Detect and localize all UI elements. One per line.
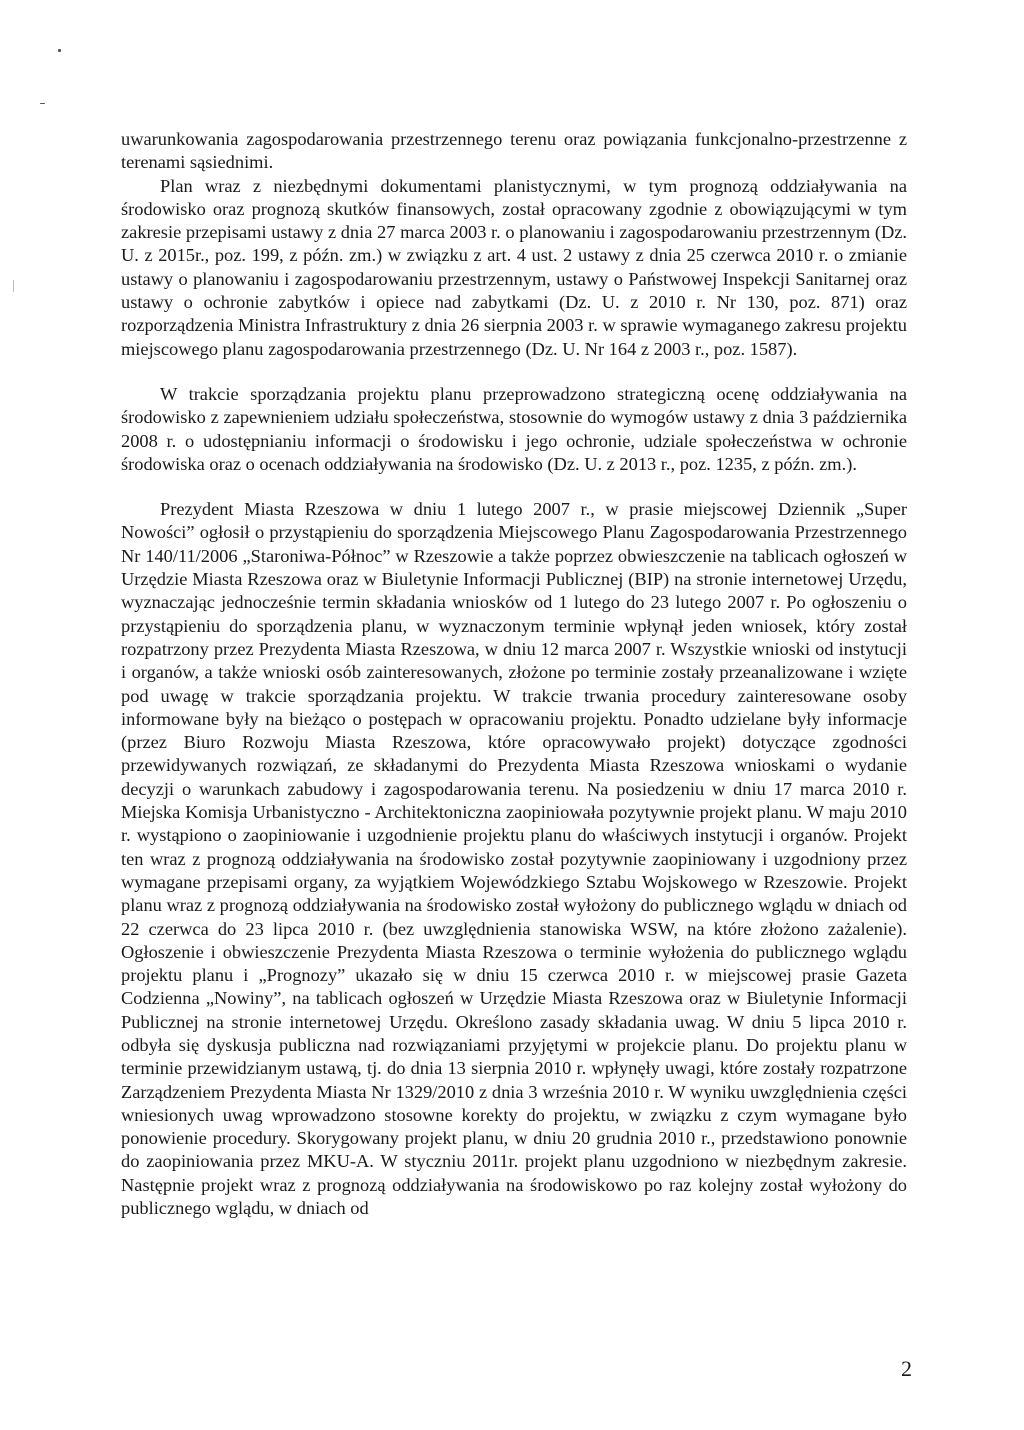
- paragraph-procedure-history: Prezydent Miasta Rzeszowa w dniu 1 lutego 2007 r., w prasie miejscowej Dziennik „Super Nowości” ogłosił o przystąpieniu do sporządzenia Miejscowego Planu Zagospodarowania Przestrzennego Nr 140/11/2006 „Staroniwa-Północ” w Rzeszowie a także poprzez obwieszczenie na tablicach ogłoszeń w Urzędzie Miasta Rzeszowa oraz w Biuletynie Informacji Publicznej (BIP) na stronie internetowej Urzędu, wyznaczając jednocześnie termin składania wniosków od 1 lutego do 23 lutego 2007 r. Po ogłoszeniu o przystąpieniu do sporządzenia planu, w wyznaczonym terminie wpłynął jeden wniosek, który został rozpatrzony przez Prezydenta Miasta Rzeszowa, w dniu 12 marca 2007 r. Wszystkie wnioski od instytucji i organów, a także wnioski osób zainteresowanych, złożone po terminie zostały przeanalizowane i wzięte pod uwagę w trakcie sporządzania projektu. W trakcie trwania procedury zainteresowane osoby informowane były na bieżąco o postępach w opracowaniu projektu. Ponadto udzielane były informacje (przez Biuro Rozwoju Miasta Rzeszowa, które opracowywało projekt) dotyczące zgodności przewidywanych rozwiązań, ze składanymi do Prezydenta Miasta Rzeszowa wnioskami o wydanie decyzji o warunkach zabudowy i zagospodarowania terenu. Na posiedzeniu w dniu 17 marca 2010 r. Miejska Komisja Urbanistyczno - Architektoniczna zaopiniowała pozytywnie projekt planu. W maju 2010 r. wystąpiono o zaopiniowanie i uzgodnienie projektu planu do właściwych instytucji i organów. Projekt ten wraz z prognozą oddziaływania na środowisko został pozytywnie zaopiniowany i uzgodniony przez wymagane przepisami organy, za wyjątkiem Wojewódzkiego Sztabu Wojskowego w Rzeszowie. Projekt planu wraz z prognozą oddziaływania na środowisko został wyłożony do publicznego wglądu w dniach od 22 czerwca do 23 lipca 2010 r. (bez uwzględnienia stanowiska WSW, na które złożono zażalenie). Ogłoszenie i obwieszczenie Prezydenta Miasta Rzeszowa o terminie wyłożenia do publicznego wglądu projektu planu i „Prognozy” ukazało się w dniu 15 czerwca 2010 r. w miejscowej prasie Gazeta Codzienna „Nowiny”, na tablicach ogłoszeń w Urzędzie Miasta Rzeszowa oraz w Biuletynie Informacji Publicznej na stronie internetowej Urzędu. Określono zasady składania uwag. W dniu 5 lipca 2010 r. odbyła się dyskusja publiczna nad rozwiązaniami przyjętymi w projekcie planu. Do projektu planu w terminie przewidzianym ustawą, tj. do dnia 13 sierpnia 2010 r. wpłynęły uwagi, które zostały rozpatrzone Zarządzeniem Prezydenta Miasta Nr 1329/2010 z dnia 3 września 2010 r. W wyniku uwzględnienia części wniesionych uwag wprowadzono stosowne korekty do projektu, w związku z czym wymagane było ponowienie procedury. Skorygowany projekt planu, w dniu 20 grudnia 2010 r., przedstawiono ponownie do zaopiniowania przez MKU-A. W styczniu 2011r. projekt planu uzgodniono w niezbędnym zakresie. Następnie projekt wraz z prognozą oddziaływania na środowiskowo po raz kolejny został wyłożony do publicznego wglądu, w dniach od: [121, 499, 907, 1219]
- paragraph-gap: [121, 361, 907, 383]
- paragraph-environmental-assessment: W trakcie sporządzania projektu planu przeprowadzono strategiczną ocenę oddziaływania na środowisko z zapewnieniem udziału społeczeństwa, stosownie do wymogów ustawy z dnia 3 października 2008 r. o udostępnianiu informacji o środowisku i jego ochronie, udziale społeczeństwa w ochronie środowiska oraz o ocenach oddziaływania na środowisko (Dz. U. z 2013 r., poz. 1235, z późn. zm.).: [121, 383, 907, 474]
- document-body: [121, 128, 907, 1220]
- page-number: 2: [901, 1356, 912, 1381]
- paragraph-gap: [121, 476, 907, 498]
- paragraph-continuation: uwarunkowania zagospodarowania przestrzennego terenu oraz powiązania funkcjonalno-przestrzenne z terenami sąsiednimi.: [121, 129, 907, 173]
- paragraph-plan-legal-basis: Plan wraz z niezbędnymi dokumentami planistycznymi, w tym prognozą oddziaływania na środowisko oraz prognozą skutków finansowych, został opracowany zgodnie z obowiązującymi w tym zakresie przepisami ustawy z dnia 27 marca 2003 r. o planowaniu i zagospodarowaniu przestrzennym (Dz. U. z 2015r., poz. 199, z późn. zm.) w związku z art. 4 ust. 2 ustawy z dnia 25 czerwca 2010 r. o zmianie ustawy o planowaniu i zagospodarowaniu przestrzennym, ustawy o Państwowej Inspekcji Sanitarnej oraz ustawy o ochronie zabytków i opiece nad zabytkami (Dz. U. z 2010 r. Nr 130, poz. 871) oraz rozporządzenia Ministra Infrastruktury z dnia 26 sierpnia 2003 r. w sprawie wymaganego zakresu projektu miejscowego planu zagospodarowania przestrzennego (Dz. U. Nr 164 z 2003 r., poz. 1587).: [121, 175, 907, 359]
- scan-speck: [58, 49, 61, 52]
- scan-speck: [13, 280, 14, 292]
- scan-speck: [40, 103, 45, 104]
